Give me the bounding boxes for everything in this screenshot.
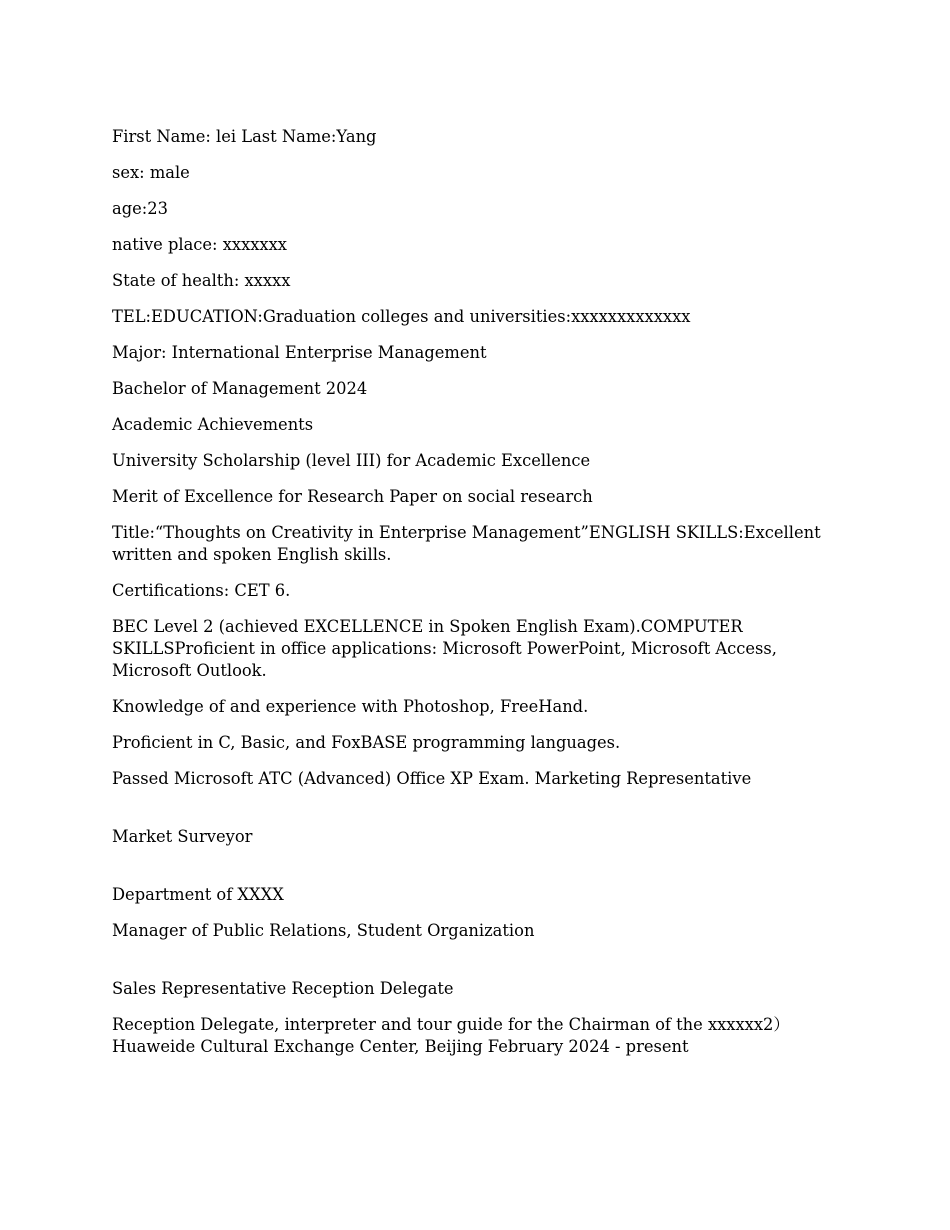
programming-line: Proficient in C, Basic, and FoxBASE programming languages. [112, 733, 621, 752]
atc-exam-line: Passed Microsoft ATC (Advanced) Office XP Exam. Marketing Representative [112, 769, 752, 788]
photoshop-line: Knowledge of and experience with Photoshop, FreeHand. [112, 697, 589, 716]
education-line: TEL:EDUCATION:Graduation colleges and universities:xxxxxxxxxxxxx [112, 307, 691, 326]
health-line: State of health: xxxxx [112, 271, 291, 290]
name-line: First Name: lei Last Name:Yang [112, 127, 377, 146]
achievements-heading: Academic Achievements [112, 415, 314, 434]
degree-line: Bachelor of Management 2024 [112, 379, 368, 398]
merit-line: Merit of Excellence for Research Paper on social research [112, 487, 593, 506]
department-line: Department of XXXX [112, 885, 284, 904]
public-relations-line: Manager of Public Relations, Student Organization [112, 921, 535, 940]
sales-representative-line: Sales Representative Reception Delegate [112, 979, 454, 998]
reception-delegate-paragraph: Reception Delegate, interpreter and tour guide for the Chairman of the xxxxxx2）Huaweide Cultural Exchange Center, Beijing February 2024 - present [112, 1015, 790, 1056]
major-line: Major: International Enterprise Management [112, 343, 487, 362]
document-body [112, 126, 842, 1072]
bec-computer-skills-paragraph: BEC Level 2 (achieved EXCELLENCE in Spoken English Exam).COMPUTER SKILLSProficient in office applications: Microsoft PowerPoint, Microsoft Access, Microsoft Outlook. [112, 617, 777, 680]
certifications-line: Certifications: CET 6. [112, 581, 291, 600]
sex-line: sex: male [112, 163, 190, 182]
title-english-skills-paragraph: Title:“Thoughts on Creativity in Enterprise Management”ENGLISH SKILLS:Excellent written and spoken English skills. [112, 523, 821, 564]
native-place-line: native place: xxxxxxx [112, 235, 287, 254]
age-line: age:23 [112, 199, 168, 218]
scholarship-line: University Scholarship (level III) for Academic Excellence [112, 451, 591, 470]
market-surveyor-line: Market Surveyor [112, 827, 253, 846]
